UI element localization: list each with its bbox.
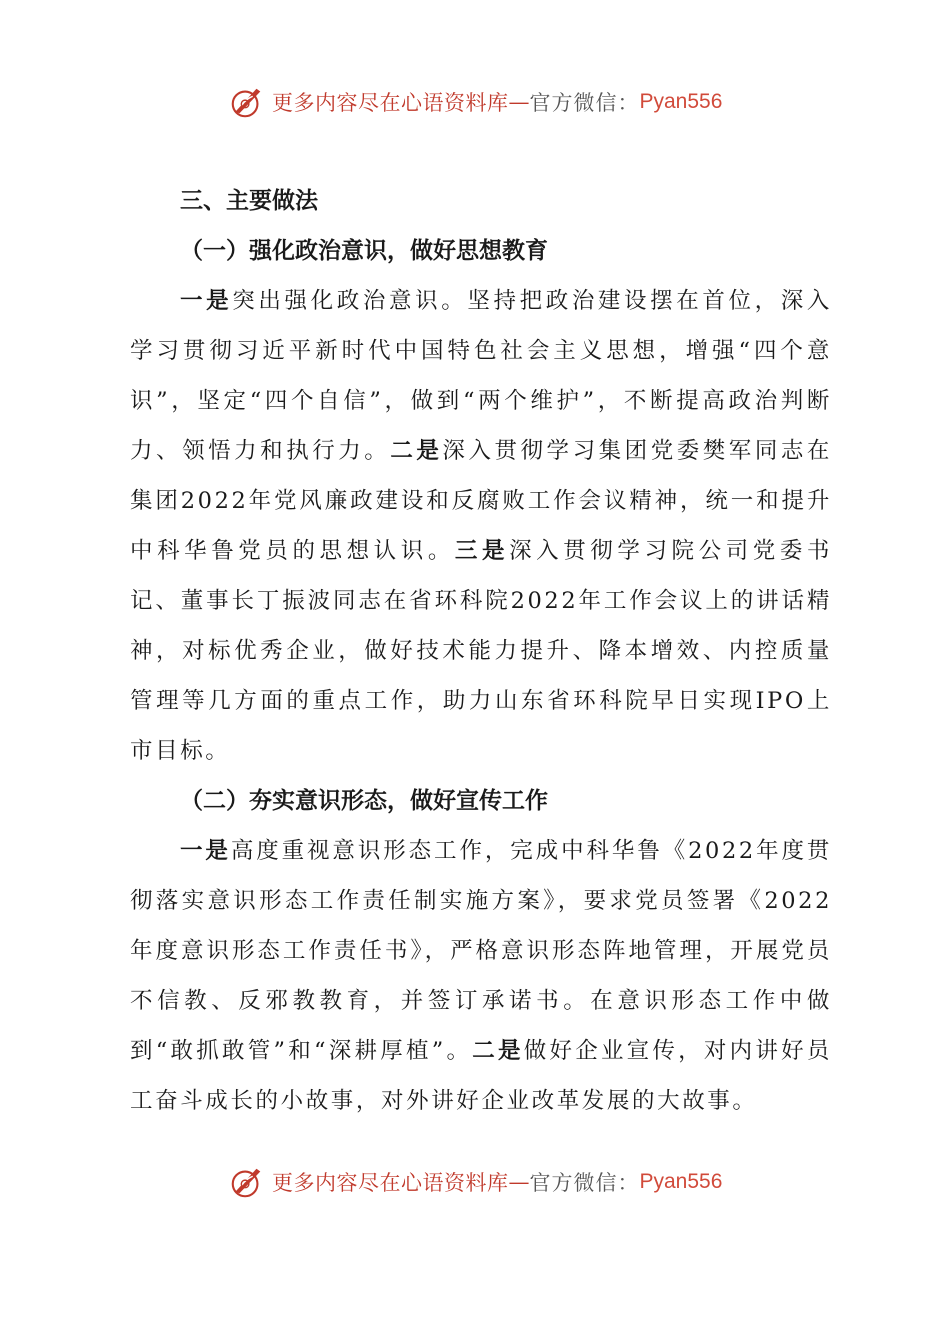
paragraph-text: 高度重视意识形态工作，完成中科华鲁《2022年度贯彻落实意识形态工作责任制实施方案》，要求党员签署《2022年度意识形态工作责任书》，严格意识形态阵地管理，开展党员不信教、反邪教教育，并签订承诺书。在意识形态工作中做到“敢抓敢管”和“深耕厚植”。 [130, 838, 832, 1064]
subsection-heading: （二）夯实意识形态，做好宣传工作 [180, 787, 548, 814]
watermark-banner-bottom [228, 1162, 722, 1202]
watermark-text: 更多内容尽在心语资料库 [272, 91, 509, 115]
wechat-label: 官方微信： [529, 1171, 640, 1195]
watermark-dash: — [508, 90, 530, 114]
document-body [130, 176, 832, 1126]
bold-lead: 二是 [472, 1038, 524, 1064]
bold-lead: 三是 [454, 538, 510, 564]
watermark-dash: — [508, 1170, 530, 1194]
wechat-label: 官方微信： [529, 91, 640, 115]
paragraph [130, 826, 832, 1126]
bold-lead: 二是 [390, 438, 443, 464]
paragraph [130, 276, 832, 776]
bold-lead: 一是 [180, 838, 231, 864]
quill-pen-logo-icon [228, 1163, 266, 1201]
watermark-text: 更多内容尽在心语资料库 [272, 1171, 509, 1195]
paragraph-text: 深入贯彻学习院公司党委书记、董事长丁振波同志在省环科院2022年工作会议上的讲话精神，对标优秀企业，做好技术能力提升、降本增效、内控质量管理等几方面的重点工作，助力山东省环科院早日实现IPO上市目标。 [130, 538, 833, 764]
paragraph-text: 深入贯彻学习集团党委樊军同志在集团2022年党风廉政建设和反腐败工作会议精神，统一和提升中科华鲁党员的思想认识。 [130, 438, 832, 564]
watermark-banner-top [228, 82, 722, 122]
bold-lead: 一是 [180, 288, 233, 314]
quill-pen-logo-icon [228, 83, 266, 121]
wechat-id: Pyan556 [639, 90, 723, 113]
wechat-id: Pyan556 [639, 1170, 723, 1193]
section-heading: 三、主要做法 [180, 187, 318, 214]
paragraph-text: 突出强化政治意识。坚持把政治建设摆在首位，深入学习贯彻习近平新时代中国特色社会主义思想，增强“四个意识”，坚定“四个自信”，做到“两个维护”，不断提高政治判断力、领悟力和执行力。 [130, 288, 832, 464]
paragraph-text: 做好企业宣传，对内讲好员工奋斗成长的小故事，对外讲好企业改革发展的大故事。 [130, 1038, 833, 1114]
subsection-heading: （一）强化政治意识，做好思想教育 [180, 237, 548, 264]
